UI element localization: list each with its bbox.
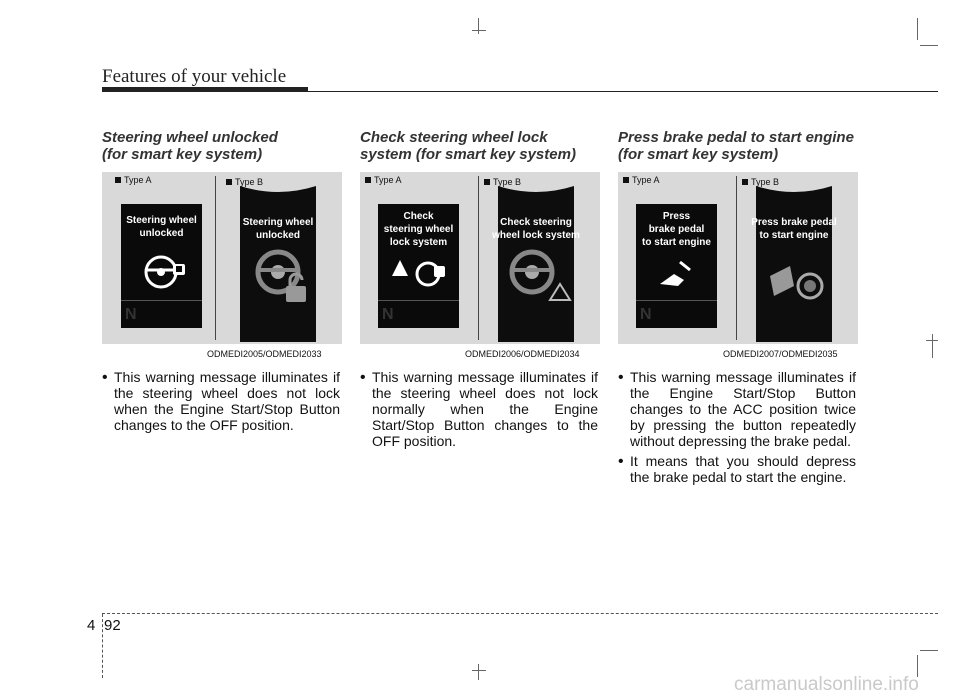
gear-indicator: N xyxy=(382,306,394,323)
watermark: carmanualsonline.info xyxy=(734,674,919,695)
section-check-steering-lock xyxy=(360,129,600,163)
screen-message: Press brake pedal to start engine xyxy=(751,217,837,241)
warning-lock-icon xyxy=(390,252,450,292)
running-header: Features of your vehicle xyxy=(102,66,287,87)
crop-mark-top-right-v xyxy=(917,18,918,40)
cluster-screen-type-a xyxy=(378,204,459,328)
cluster-screen-type-a xyxy=(121,204,202,328)
type-b-label: Type B xyxy=(742,177,779,187)
footer-rule xyxy=(102,613,938,614)
header-rule xyxy=(102,91,938,92)
screen-message: Check steering wheel lock system xyxy=(383,211,454,248)
list-item: • This warning message illuminates if the steering wheel does not lock when the Engine Start/Stop Button changes to the OFF position. xyxy=(102,369,340,433)
figure-press-brake xyxy=(618,172,858,344)
section-title-line: Steering wheel unlocked xyxy=(102,129,278,146)
figure-check-steering-lock xyxy=(360,172,600,344)
section-title-line: (for smart key system) xyxy=(102,146,263,163)
crop-mark-top xyxy=(478,18,479,34)
screen-message: Steering wheel unlocked xyxy=(242,217,314,241)
figure-steering-unlocked xyxy=(102,172,342,344)
crop-mark-mid-right-v xyxy=(932,334,933,358)
screen-message: Steering wheel unlocked xyxy=(126,215,197,239)
steering-wheel-lock-icon xyxy=(143,252,187,292)
type-a-label: Type A xyxy=(365,175,402,185)
bullet-list xyxy=(360,369,598,449)
figure-code: ODMEDI2006/ODMEDI2034 xyxy=(465,349,580,359)
chapter-number: 4 xyxy=(87,617,96,634)
screen-message: Check steering wheel lock system xyxy=(492,217,580,241)
list-item: • This warning message illuminates if the steering wheel does not lock normally when the Engine Start/Stop Button changes to the OFF position. xyxy=(360,369,598,449)
type-a-label: Type A xyxy=(623,175,660,185)
section-steering-unlocked xyxy=(102,129,342,163)
crop-mark-bottom xyxy=(478,664,479,680)
section-press-brake xyxy=(618,129,863,163)
type-b-label: Type B xyxy=(484,177,521,187)
gear-indicator: N xyxy=(125,306,137,323)
screen-message: Press brake pedal to start engine xyxy=(642,211,711,248)
list-item: • It means that you should depress the brake pedal to start the engine. xyxy=(618,453,856,485)
cluster-screen-type-a xyxy=(636,204,717,328)
type-a-label: Type A xyxy=(115,175,152,185)
footer-margin-line xyxy=(102,614,103,678)
section-title-line: Press brake pedal to start engine xyxy=(618,129,854,146)
section-title-line: (for smart key system) xyxy=(618,146,779,163)
figure-code: ODMEDI2007/ODMEDI2035 xyxy=(723,349,838,359)
page-number: 92 xyxy=(104,617,121,634)
type-b-label: Type B xyxy=(226,177,263,187)
cluster-screen-type-b xyxy=(492,186,580,342)
bullet-list xyxy=(102,369,340,433)
gear-indicator: N xyxy=(640,306,652,323)
crop-mark-top-right-h xyxy=(920,45,938,46)
crop-mark-top-h xyxy=(472,30,486,31)
brake-pedal-icon xyxy=(654,256,698,296)
crop-mark-bottom-h xyxy=(472,670,486,671)
cluster-screen-type-b xyxy=(234,186,322,342)
list-item: • This warning message illuminates if the Engine Start/Stop Button changes to the ACC position twice by pressing the button repeatedly without depressing the brake pedal. xyxy=(618,369,856,449)
bullet-list xyxy=(618,369,856,485)
section-title xyxy=(618,129,863,163)
figure-code: ODMEDI2005/ODMEDI2033 xyxy=(207,349,322,359)
cluster-screen-type-b xyxy=(750,186,838,342)
section-title-line: system (for smart key system) xyxy=(360,146,576,163)
section-title-line: Check steering wheel lock xyxy=(360,129,548,146)
crop-mark-bottom-right-h xyxy=(920,650,938,651)
section-title xyxy=(102,129,342,163)
section-title xyxy=(360,129,600,163)
